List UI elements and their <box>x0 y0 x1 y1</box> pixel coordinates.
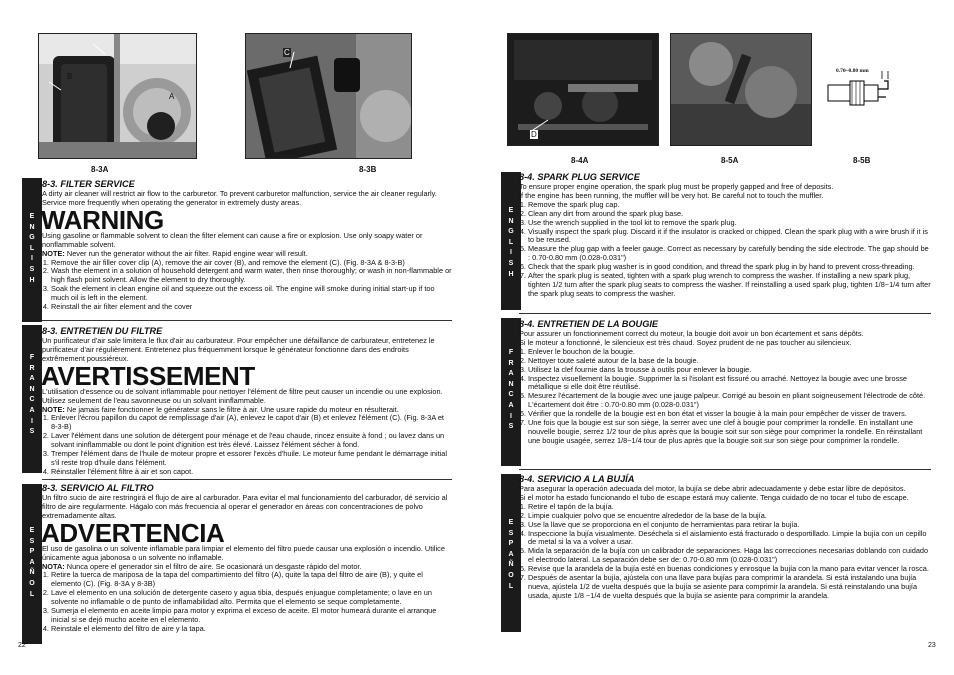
steps-list <box>519 503 931 601</box>
warning-title: WARNING <box>41 204 164 235</box>
step: 2. Nettoyer toute saleté autour de la base de la bougie. <box>528 357 931 366</box>
steps-list <box>519 348 931 446</box>
step: 1. Enlever le bouchon de la bougie. <box>528 348 931 357</box>
step: 4. Reinstale el elemento del filtro de aire y la tapa. <box>51 625 452 634</box>
figure-caption-8-5a: 8-5A <box>721 156 739 165</box>
step: 4. Réinstaller l'élément filtre à air et son capot. <box>51 468 452 477</box>
step: 7. After the spark plug is seated, tighten with a spark plug wrench to compress the washer. If installing a new spark plug, tighten 1/2 turn after the spark plug seats to compress the washer. If reinstalling a used spark plug, tighten 1/8~1/4 turn after the spark plug seats to compress the washer. <box>528 272 931 299</box>
warning-title: ADVERTENCIA <box>41 517 225 548</box>
section-spark-plug-en <box>519 172 931 299</box>
lang-band-francais: F R A N C A I S <box>501 318 521 466</box>
spark-plug-engine-photo <box>671 34 811 145</box>
step: 4. Visually inspect the spark plug. Discard it if the insulator is cracked or chipped. Clean the spark plug with a wire brush if it is to be reused. <box>528 228 931 246</box>
figure-caption-8-4a: 8-4A <box>571 156 589 165</box>
step: 4. Inspeccione la bujía visualmente. Deséchela si el aislamiento está fracturado o desportillado. Limpie la bujía con un cepillo de metal si la va a volver a usar. <box>528 530 931 548</box>
right-page <box>477 0 954 675</box>
section-intro: Pour assurer un fonctionnement correct du moteur, la bougie doit avoir un bon écartement et sans dépôts. <box>519 329 864 338</box>
figure-8-5a-photo <box>670 33 812 146</box>
step: 7. Después de asentar la bujía, ajústela con una llave para bujías para comprimir la arandela. Si está instalando una bujía nueva, ajústela 1/2 de vuelta después que la bujía se asiente para comprimir la arandela. Si está reinstalando una bujía usada, ajuste 1/8 ~1/4 de vuelta después que la bujía se asiente para comprimir la arandela. <box>528 574 931 601</box>
section-heading: 8-4. ENTRETIEN DE LA BOUGIE <box>519 319 659 329</box>
figure-8-3a-photo <box>38 33 197 159</box>
warning-text: Using gasoline or flammable solvent to clean the filter element can cause a fire or explosion. Use only soapy water or nonflammable solvent. <box>42 230 423 249</box>
step: 1. Enlever l'écrou papillon du capot de remplissage d'air (A), enlevez le capot d'air (B) et enlevez l'élément (C). (Fig. 8-3A et 8-3-B) <box>51 414 452 432</box>
step: 1. Remove the spark plug cap. <box>528 201 931 210</box>
gap-measure-label: 0.70~0.80 mm <box>836 68 869 74</box>
figure-label-c: C <box>284 48 290 57</box>
step: 6. Vérifier que la rondelle de la bougie est en bon état et visser la bougie à la main pour empêcher de visser de travers. <box>528 410 931 419</box>
section-divider <box>519 313 931 314</box>
note: NOTA: Nunca opere el generador sin el filtro de aire. Se ocasionará un desgaste rápido del motor. <box>42 561 362 571</box>
figure-8-4a-photo <box>507 33 659 146</box>
section-intro: If the engine has been running, the muffler will be very hot. Be careful not to touch the muffler. <box>519 190 824 200</box>
steps-list <box>42 571 452 633</box>
note: NOTE: Never run the generator without the air filter. Rapid engine wear will result. <box>42 248 308 258</box>
warning-text: L'utilisation d'essence ou de solvant inflammable pour nettoyer l'élément de filtre peut causer un incendie ou une explosion. Utilisez seulement de l'eau savonneuse ou un solvant ininflammable. <box>42 386 443 405</box>
section-intro: Para asegurar la operación adecuada del motor, la bujía se debe abrir adecuadamente y debe estar libre de depósitos. <box>519 484 906 493</box>
section-divider <box>42 320 452 321</box>
section-divider <box>519 469 931 470</box>
step: 3. Sumerja el elemento en aceite limpio para motor y exprima el exceso de aceite. El motor humeará durante el arranque inicial si se dejó mucho aceite en el elemento. <box>51 607 452 625</box>
warning-title: AVERTISSEMENT <box>41 360 255 391</box>
section-intro: Un purificateur d'air sale limitera le flux d'air au carburateur. Pour empêcher une défaillance de carburateur, entretenez le purificateur d'air régulièrement. Entretenez plus fréquemment lorsque le générateur fonctionne dans des endroits extrêmement poussiéreux. <box>42 336 435 363</box>
figure-caption-8-3a: 8-3A <box>91 165 109 174</box>
lang-band-francais: F R A N C A I S <box>22 325 42 473</box>
section-heading: 8-4. SERVICIO A LA BUJÍA <box>519 474 635 484</box>
step: 4. Inspectez visuellement la bougie. Supprimer la si l'isolant est fissuré ou arraché. Nettoyez la bougie avec une brosse métallique si elle doit être réutilisé. <box>528 375 931 393</box>
lang-band-espanol: E S P A Ñ O L <box>22 484 42 644</box>
step: 3. Use the wrench supplied in the tool kit to remove the spark plug. <box>528 219 931 228</box>
section-servicio-filtro-es <box>42 483 452 634</box>
step: 1. Retire el tapón de la bujía. <box>528 503 931 512</box>
step: 7. Une fois que la bougie est sur son siège, la serrer avec une clef à bougie pour comprimer la rondelle. En installant une nouvelle bougie, serrez 1/2 tour de plus après que la bougie soit sur son siège pour comprimer la rondelle. En réinstallant une bougie usagée, serrez 1/8~1/4 tour de plus après que la bougie soit sur son siège pour comprimer la rondelle. <box>528 419 931 446</box>
step: 5. Mesurez l'écartement de la bougie avec une jauge palpeur. Corrigé au besoin en pliant soigneusement l'électrode de côté. L'écartement doit être : 0.70-0.80 mm (0.028-0.031") <box>528 392 931 410</box>
step: 3. Use la llave que se proporciona en el conjunto de herramientas para retirar la bujía. <box>528 521 931 530</box>
lang-band-espanol: E S P A Ñ O L <box>501 474 521 632</box>
section-intro: Si le moteur a fonctionné, le silencieux est très chaud. Soyez prudent de ne pas toucher au silencieux. <box>519 337 852 347</box>
section-heading: 8-3. ENTRETIEN DU FILTRE <box>42 326 163 336</box>
note: NOTE: Ne jamais faire fonctionner le générateur sans le filtre à air. Une usure rapide du moteur en résulterait. <box>42 404 399 414</box>
section-heading: 8-3. FILTER SERVICE <box>42 179 135 189</box>
figure-caption-8-5b: 8-5B <box>853 156 871 165</box>
step: 5. Measure the plug gap with a feeler gauge. Correct as necessary by carefully bending the side electrode. The gap should be : 0.70-0.80 mm (0.028-0.031") <box>528 245 931 263</box>
step: 1. Retire la tuerca de mariposa de la tapa del compartimiento del filtro (A), quite la tapa del filtro de aire (B), y quite el elemento (C). (Fig. 8-3A y 8-3B) <box>51 571 452 589</box>
step: 3. Soak the element in clean engine oil and squeeze out the excess oil. The engine will smoke during initial start-up if too much oil is left in the element. <box>51 285 452 303</box>
section-intro: A dirty air cleaner will restrict air flow to the carburetor. To prevent carburetor malfunction, service the air cleaner regularly. Service more frequently when operating the generator in extremely dusty areas. <box>42 189 437 207</box>
figure-label-d: D <box>531 130 537 139</box>
step: 2. Wash the element in a solution of household detergent and warm water, then rinse thoroughly; or wash in non-flammable or high flash point solvent. Allow the element to dry thoroughly. <box>51 267 452 285</box>
step: 3. Utilisez la clef fournie dans la trousse à outils pour enlever la bougie. <box>528 366 931 375</box>
section-divider <box>42 479 452 480</box>
warning-text: El uso de gasolina o un solvente inflamable para limpiar el elemento del filtro puede causar una explosión o incendio. Utilice únicamente agua jabonosa o un solvente no inflamable. <box>42 543 445 562</box>
step: 2. Laver l'élément dans une solution de détergent pour ménage et de l'eau chaude, rincez ensuite à fond ; ou lavez dans un solvant ininflammable ou dont le point d'ignition est très élevé. Laissez l'élément sécher à fond. <box>51 432 452 450</box>
page-number: 22 <box>18 642 26 649</box>
section-bujia-es <box>519 474 931 601</box>
lang-band-english: E N G L I S H <box>501 172 521 310</box>
step: 6. Check that the spark plug washer is in good condition, and thread the spark plug in by hand to prevent cross-threading. <box>528 263 931 272</box>
figure-label-a: A <box>169 92 175 101</box>
spark-plug-diagram <box>822 33 932 144</box>
section-intro: Un filtro sucio de aire restringirá el flujo de aire al carburador. Para evitar el mal funcionamiento del carburador, dé servicio al filtro de aire regularmente. Hágalo con más frecuencia al operar el generador en áreas con concentraciones de polvo extremadamente altas. <box>42 493 448 520</box>
section-bougie-fr <box>519 319 931 446</box>
step: 4. Reinstall the air filter element and the cover <box>51 303 452 312</box>
page-number: 23 <box>928 642 936 649</box>
step: 1. Remove the air filler cover clip (A), remove the air cover (B), and remove the element (C). (Fig. 8-3A & 8-3-B) <box>51 259 452 268</box>
section-heading: 8-4. SPARK PLUG SERVICE <box>519 172 640 182</box>
section-heading: 8-3. SERVICIO AL FILTRO <box>42 483 154 493</box>
section-entretien-filtre-fr <box>42 326 452 477</box>
lang-band-english: E N G L I S H <box>22 178 42 322</box>
steps-list <box>42 414 452 476</box>
step: 6. Revise que la arandela de la bujía esté en buenas condiciones y enrosque la bujía con la mano para evitar vencer la rosca. <box>528 565 931 574</box>
steps-list <box>42 259 452 312</box>
step: 2. Lave el elemento en una solución de detergente casero y agua tibia, después enjuague completamente; o lave en un solvente no inflamable o de punto de inflamabilidad alto. Permita que el elemento se seque completamente. <box>51 589 452 607</box>
step: 3. Tremper l'élément dans de l'huile de moteur propre et essorer l'excès d'huile. Le moteur fume pendant le démarrage initial s'il reste trop d'huile dans l'élément. <box>51 450 452 468</box>
step: 2. Limpie cualquier polvo que se encuentre alrededor de la base de la bujía. <box>528 512 931 521</box>
filter-element-photo <box>246 34 411 158</box>
step: 5. Mida la separación de la bujía con un calibrador de separaciones. Haga las correcciones necesarias doblando con cuidado el electrodo lateral. La separación debe ser de: 0.70-0.80 mm (0.028-0.031") <box>528 547 931 565</box>
figure-label-b: B <box>67 72 73 81</box>
step: 2. Clean any dirt from around the spark plug base. <box>528 210 931 219</box>
section-filter-service-en <box>42 179 452 312</box>
figure-caption-8-3b: 8-3B <box>359 165 377 174</box>
figure-8-3b-photo <box>245 33 412 159</box>
control-panel-photo <box>508 34 658 145</box>
section-intro: Si el motor ha estado funcionando el tubo de escape estará muy caliente. Tenga cuidado de no tocar el tubo de escape. <box>519 492 909 502</box>
steps-list <box>519 201 931 299</box>
figure-8-5b-diagram <box>822 33 932 144</box>
section-intro: To ensure proper engine operation, the spark plug must be properly gapped and free of deposits. <box>519 182 834 191</box>
